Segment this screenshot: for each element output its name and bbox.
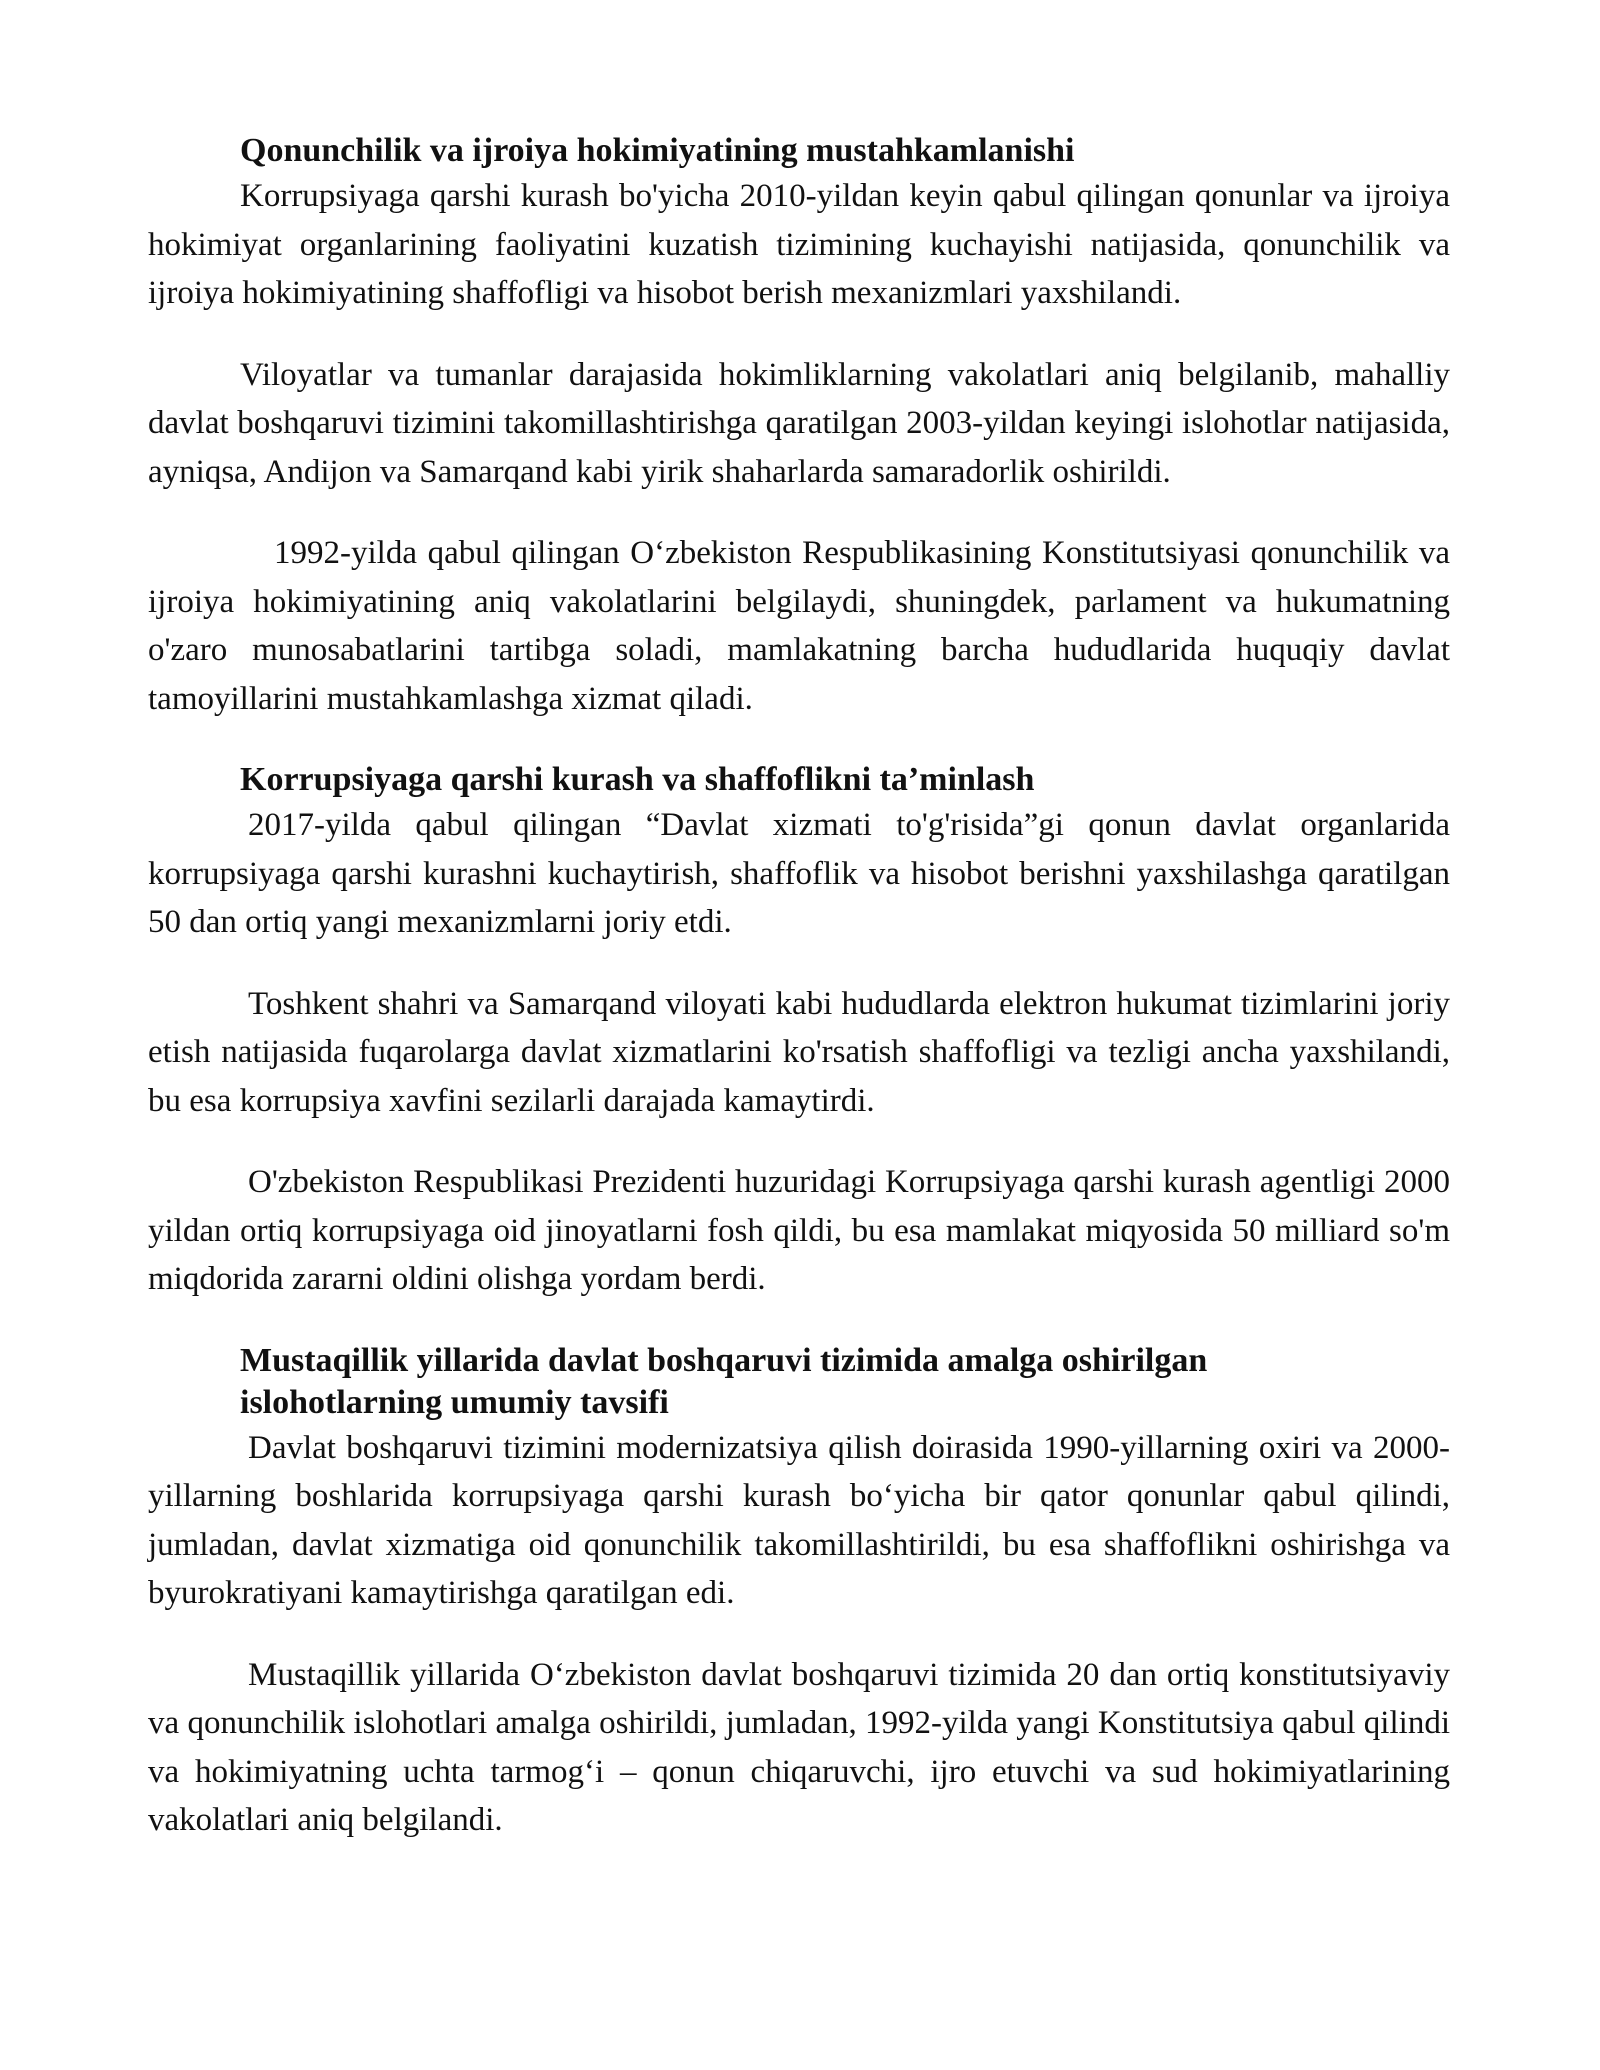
paragraph: Korrupsiyaga qarshi kurash bo'yicha 2010-yildan keyin qabul qilingan qonunlar va ijroiya hokimiyat organlarining faoliyatini kuzatish tizimining kuchayishi natijasida, qonunchilik va ijroiya hokimiyatining shaffofligi va hisobot berish mexanizmlari yaxshilandi. bbox=[148, 178, 1450, 311]
paragraph: 1992-yilda qabul qilingan O‘zbekiston Respublikasining Konstitutsiyasi qonunchilik va ijroiya hokimiyatining aniq vakolatlarini belgilaydi, shuningdek, parlament va hukumatning o'zaro munosabatlarini tartibga soladi, mamlakatning barcha hududlarida huquqiy davlat tamoyillarini mustahkamlashga xizmat qiladi. bbox=[148, 535, 1450, 717]
section-heading: Qonunchilik va ijroiya hokimiyatining mustahkamlanishi bbox=[240, 132, 1075, 169]
paragraph: Viloyatlar va tumanlar darajasida hokimliklarning vakolatlari aniq belgilanib, mahalliy davlat boshqaruvi tizimini takomillashtirishga qaratilgan 2003-yildan keyingi islohotlar natijasida, ayniqsa, Andijon va Samarqand kabi yirik shaharlarda samaradorlik oshirildi. bbox=[148, 356, 1450, 490]
paragraph: Mustaqillik yillarida O‘zbekiston davlat boshqaruvi tizimida 20 dan ortiq konstitutsiyaviy va qonunchilik islohotlari amalga oshirildi, jumladan, 1992-yilda yangi Konstitutsiya qabul qilindi va hokimiyatning uchta tarmog‘i – qonun chiqaruvchi, ijro etuvchi va sud hokimiyatlarining vakolatlari aniq belgilandi. bbox=[148, 1656, 1450, 1838]
section-heading: Korrupsiyaga qarshi kurash va shaffoflikni ta’minlash bbox=[240, 761, 1035, 798]
document-body bbox=[148, 130, 1450, 1845]
paragraph: Davlat boshqaruvi tizimini modernizatsiya qilish doirasida 1990-yillarning oxiri va 2000-yillarning boshlarida korrupsiyaga qarshi kurash bo‘yicha bir qator qonunlar qabul qilindi, jumladan, davlat xizmatiga oid qonunchilik takomillashtirildi, bu esa shaffoflikni oshirishga va byurokratiyani kamaytirishga qaratilgan edi. bbox=[148, 1429, 1450, 1611]
section-heading: Mustaqillik yillarida davlat boshqaruvi tizimida amalga oshirilgan islohotlarning umumiy tavsifi bbox=[240, 1341, 1208, 1421]
paragraph: Toshkent shahri va Samarqand viloyati kabi hududlarda elektron hukumat tizimlarini joriy etish natijasida fuqarolarga davlat xizmatlarini ko'rsatish shaffofligi va tezligi ancha yaxshilandi, bu esa korrupsiya xavfini sezilarli darajada kamaytirdi. bbox=[148, 985, 1450, 1119]
paragraph: O'zbekiston Respublikasi Prezidenti huzuridagi Korrupsiyaga qarshi kurash agentligi 2000 yildan ortiq korrupsiyaga oid jinoyatlarni fosh qildi, bu esa mamlakat miqyosida 50 milliard so'm miqdorida zararni oldini olishga yordam berdi. bbox=[148, 1164, 1450, 1297]
paragraph: 2017-yilda qabul qilingan “Davlat xizmati to'g'risida”gi qonun davlat organlarida korrupsiyaga qarshi kurashni kuchaytirish, shaffoflik va hisobot berishni yaxshilashga qaratilgan 50 dan ortiq yangi mexanizmlarni joriy etdi. bbox=[148, 807, 1450, 940]
